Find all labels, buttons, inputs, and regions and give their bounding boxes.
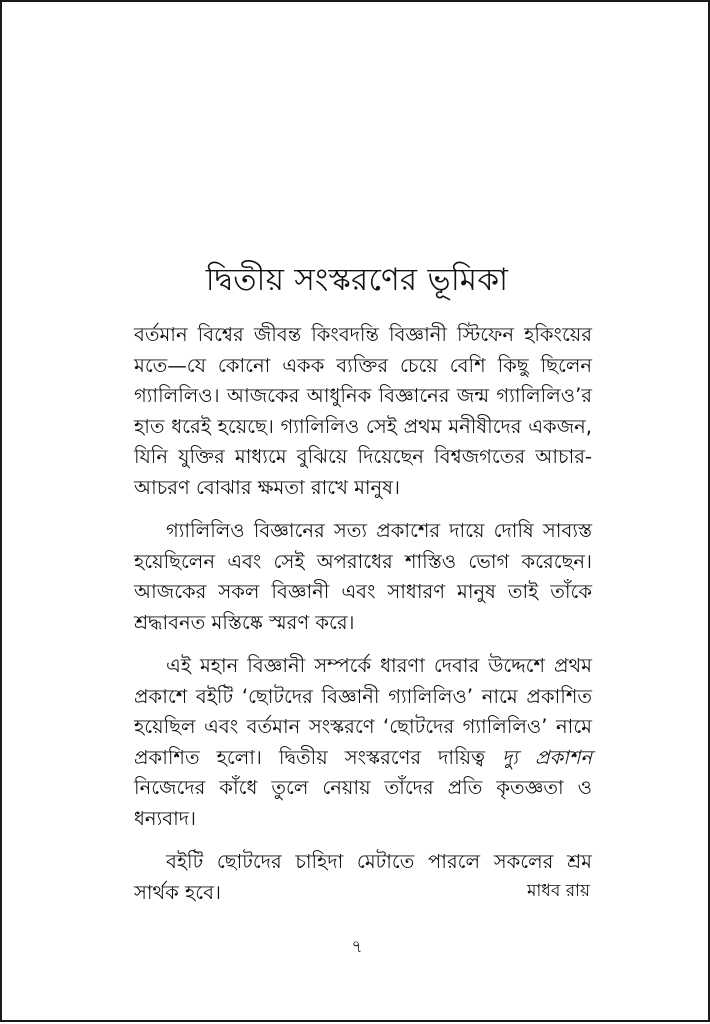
page-number: ৭: [351, 937, 363, 957]
page-title: দ্বিতীয় সংস্করণের ভূমিকা: [205, 262, 509, 298]
paragraph-4: বইটি ছোটদের চাহিদা মেটাতে পারলে সকলের শ্রম সার্থক হবে।: [134, 850, 592, 904]
author-signature: মাধব রায়: [526, 881, 590, 901]
preface-body: [134, 320, 592, 908]
paragraph-3: [134, 651, 592, 834]
paragraph-3-text-before: এই মহান বিজ্ঞানী সম্পর্কে ধারণা দেবার উদ্দেশে প্রথম প্রকাশে বইটি ‘ছোটদের বিজ্ঞানী গ্যালিলিও’ নামে প্রকাশিত হয়েছিল এবং বর্তমান সংস্করণে ‘ছোটদের গ্যালিলিও’ নামে প্রকাশিত হলো। দ্বিতীয় সংস্করণের দায়িত্ব: [134, 654, 592, 769]
paragraph-2: গ্যালিলিও বিজ্ঞানের সত্য প্রকাশের দায়ে দোষি সাব্যস্ত হয়েছিলেন এবং সেই অপরাধের শাস্তিও ভোগ করেছেন। আজকের সকল বিজ্ঞানী এবং সাধারণ মানুষ তাই তাঁকে শ্রদ্ধাবনত মস্তিষ্কে স্মরণ করে।: [134, 519, 592, 634]
paragraph-1: বর্তমান বিশ্বের জীবন্ত কিংবদন্তি বিজ্ঞানী স্টিফেন হকিংয়ের মতে—যে কোনো একক ব্যক্তির চেয়ে বেশি কিছু ছিলেন গ্যালিলিও। আজকের আধুনিক বিজ্ঞানের জন্ম গ্যালিলিও’র হাত ধরেই হয়েছে। গ্যালিলিও সেই প্রথম মনীষীদের একজন, যিনি যুক্তির মাধ্যমে বুঝিয়ে দিয়েছেন বিশ্বজগতের আচার-আচরণ বোঝার ক্ষমতা রাখে মানুষ।: [134, 323, 592, 499]
publisher-name: দ্যু প্রকাশন: [502, 745, 592, 769]
paragraph-3-text-after: নিজেদের কাঁধে তুলে নেয়ায় তাঁদের প্রতি কৃতজ্ঞতা ও ধন্যবাদ।: [134, 776, 592, 830]
